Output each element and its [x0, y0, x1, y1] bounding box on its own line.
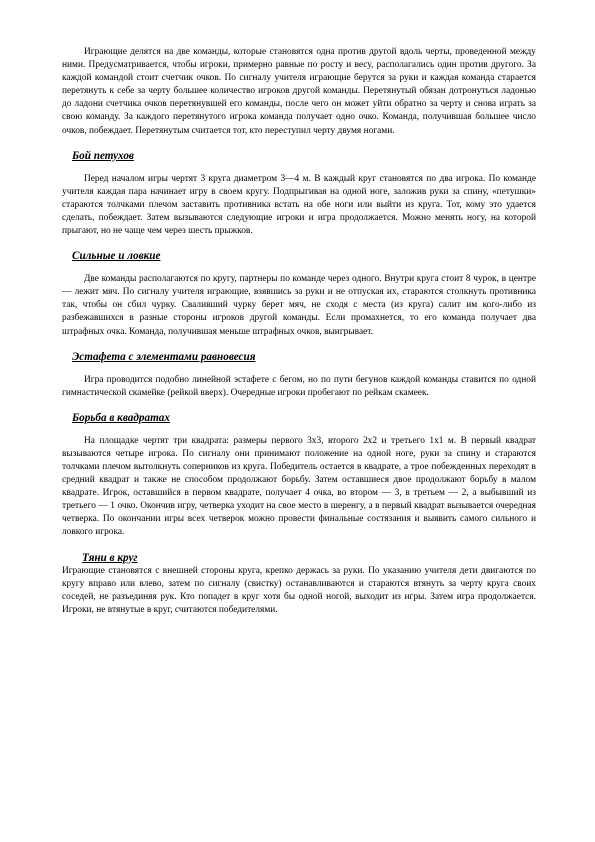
intro-paragraph: Играющие делятся на две команды, которые становятся одна против другой вдоль черты, проведенной между ними. Предусматривается, чтобы игроки, примерно равные по росту и весу, располагались один против другого. За каждой командой стоит счетчик очков. По сигналу учителя играющие берутся за руки и каждая команда старается перетянуть к себе за черту большее количество игроков другой команды. Перетянутый обязан дотронуться ладонью до ладони счетчика очков перетянувшей его команды, после чего он может уйти обратно за черту и снова играть за свою команду. За каждого перетянутого игрока команда получает одно очко. Команда, получившая большее число очков, побеждает. Перетянутым считается тот, кто переступил черту двумя ногами.: [62, 47, 536, 136]
spacer: [62, 540, 536, 551]
spacer: [62, 138, 536, 149]
spacer: [62, 238, 536, 249]
section-heading-borba-v-kvadratah: Борьба в квадратах: [72, 411, 170, 424]
spacer: [62, 263, 536, 273]
spacer: [62, 163, 536, 173]
document-page: [62, 46, 536, 617]
section-paragraph-tyani-v-krug: Играющие становятся с внешней стороны круга, крепко держась за руки. По указанию учителя дети двигаются по кругу вправо или влево, затем по сигналу (свистку) останавливаются и стараются втянуть за черту круга своих соседей, не разъединяя рук. Кто попадет в круг хотя бы одной ногой, выходит из игры. Затем игра продолжается. Игроки, не втянутые в круг, считаются победителями.: [62, 565, 536, 615]
spacer: [62, 400, 536, 411]
section-heading-estafeta: Эстафета с элементами равновесия: [72, 350, 256, 363]
section-paragraph-estafeta: Игра проводится подобно линейной эстафете с бегом, но по пути бегунов каждой команды ставится по одной гимнастической скамейке (рейкой вверх). Очередные игроки пробегают по рейкам скамеек.: [62, 374, 536, 398]
section-heading-tyani-v-krug: Тяни в круг: [82, 551, 138, 564]
spacer: [62, 339, 536, 350]
section-paragraph-borba-v-kvadratah: На площадке чертят три квадрата: размеры первого 3х3, второго 2х2 и третьего 1х1 м. В первый квадрат вызываются четыре игрока. По сигналу они принимают положение на одной ноге, руки за спину и стараются толчками плечом вытолкнуть соперников из круга. Победитель остается в квадрате, а трое побежденных переходят в средний квадрат и также не способом продолжают борьбу. Затем оставшиеся двое продолжают борьбу в малом квадрате. Игрок, оставшийся в первом квадрате, получает 4 очка, во втором — 3, в третьем — 2, а выбывший из третьего — 1 очко. Окончив игру, четверка уходит на свое место в шеренгу, а в первый квадрат вызывается очередная четверка. По окончании игры всех четверок можно провести финальные состязания и выявить самого сильного и ловкого игрока.: [62, 435, 536, 538]
section-heading-silnye-i-lovkie: Сильные и ловкие: [72, 250, 161, 263]
section-paragraph-boi-petuhov: Перед началом игры чертят 3 круга диаметром 3—4 м. В каждый круг становятся по два игрока. По команде учителя каждая пара начинает игру в своем кругу. Подпрыгивая на одной ноге, заложив руки за спину, «петушки» стараются толчками плечом заставить противника встать на обе ноги или выйти из круга. Тот, кому это удается сделать, побеждает. Затем вызываются следующие игроки и игра продолжается. Можно менять ногу, на которой прыгают, но не чаще чем через шесть прыжков.: [62, 173, 536, 237]
section-paragraph-silnye-i-lovkie: Две команды располагаются по кругу, партнеры по команде через одного. Внутри круга стоит 8 чурок, в центре — лежит мяч. По сигналу учителя играющие, взявшись за руки и не отпуская их, стараются столкнуть противника так, чтобы он сбил чурку. Сваливший чурку берет мяч, не сходя с места (из круга) салит им кого-либо из разбежавшихся в разные стороны игроков другой команды. Если промахнется, то его команда получает два штрафных очка. Команда, получившая меньше штрафных очков, выигрывает.: [62, 274, 536, 337]
section-heading-boi-petuhov: Бой петухов: [72, 149, 134, 162]
spacer: [62, 425, 536, 435]
spacer: [62, 364, 536, 374]
